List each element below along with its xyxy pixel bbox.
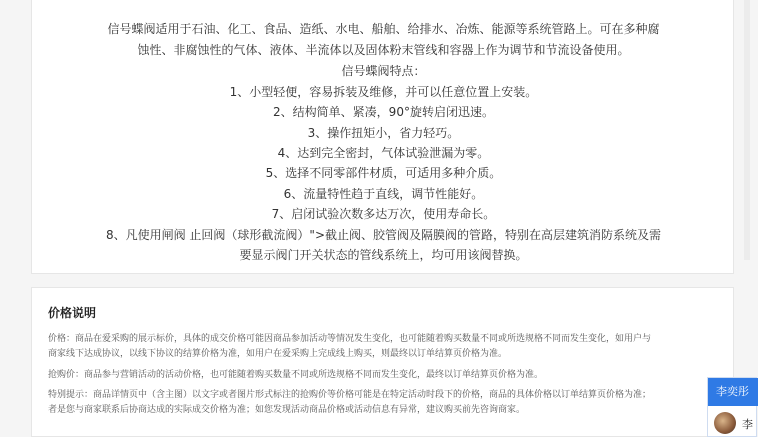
description-line: 要显示阀门开关状态的管线系统上，均可用该阀替换。 (239, 248, 528, 262)
description-line: 8、凡使用闸阀 止回阀（球形截流阀）">截止阀、胶管阀及隔膜阀的管路，特别在高层建筑消防系统及需 (105, 228, 662, 242)
chat-contact-name[interactable]: 李 (742, 418, 753, 431)
product-description-panel (31, 0, 734, 274)
chat-widget-header[interactable]: 李奕彤 (708, 378, 758, 406)
description-line: 2、结构简单、紧凑，90°旋转启闭迅速。 (273, 105, 494, 119)
price-info-title: 价格说明 (48, 306, 97, 320)
description-line: 1、小型轻便，容易拆装及维修，并可以任意位置上安装。 (229, 85, 538, 99)
price-info-text: 商家线下达成协议，以线下协议的结算价格为准，如用户在爱采购上完成线上购买，则最终以订单结算页价格为准。 (48, 349, 508, 359)
price-info-text: 特别提示：商品详情页中（含主图）以文字或者图片形式标注的抢购价等价格可能是在特定活动时段下的价格，商品的具体价格以订单结算页价格为准； (48, 390, 652, 400)
avatar[interactable] (714, 412, 736, 434)
description-line: 信号蝶阀特点： (341, 64, 426, 78)
description-line: 3、操作扭矩小，省力轻巧。 (307, 126, 460, 140)
description-line: 5、选择不同零部件材质，可适用多种介质。 (265, 166, 502, 180)
price-info-text: 抢购价：商品参与营销活动的活动价格，也可能随着购买数量不同或所选规格不同而发生变化，最终以订单结算页价格为准。 (48, 370, 544, 380)
price-info-text: 者是您与商家联系后协商达成的实际成交价格为准；如您发现活动商品价格或活动信息有异常，建议购买前先咨询商家。 (48, 405, 526, 415)
description-line: 7、启闭试验次数多达万次，使用寿命长。 (271, 207, 496, 221)
description-line: 6、流量特性趋于直线，调节性能好。 (283, 187, 484, 201)
price-info-text: 价格：商品在爱采购的展示标价，具体的成交价格可能因商品参加活动等情况发生变化，也可能随着购买数量不同或所选规格不同而发生变化，如用户与 (48, 334, 652, 344)
price-info-panel (31, 287, 734, 437)
scrollbar-track[interactable] (744, 0, 750, 260)
description-line: 信号蝶阀适用于石油、化工、食品、造纸、水电、船舶、给排水、冶炼、能源等系统管路上。可在多种腐 (107, 22, 660, 36)
floating-chat-widget[interactable] (707, 377, 757, 437)
description-line: 4、达到完全密封，气体试验泄漏为零。 (277, 146, 490, 160)
description-line: 蚀性、非腐蚀性的气体、液体、半流体以及固体粉末管线和容器上作为调节和节流设备使用。 (137, 43, 630, 57)
